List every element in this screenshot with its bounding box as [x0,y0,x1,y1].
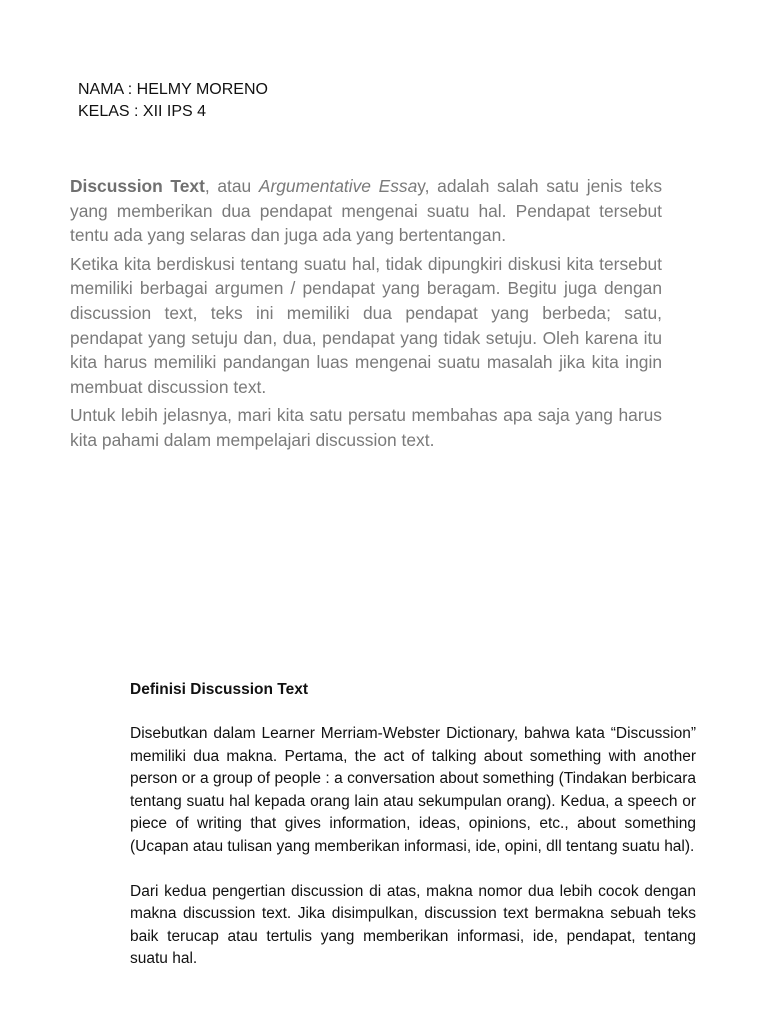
intro-section [70,174,662,457]
definition-title: Definisi Discussion Text [130,681,309,698]
intro-paragraph-2: Ketika kita berdiskusi tentang suatu hal, tidak dipungkiri diskusi kita tersebut memiliki berbagai argumen / pendapat yang beragam. Begitu juga dengan discussion text, teks ini memiliki dua pendapat yang berbeda; satu, pendapat yang setuju dan, dua, pendapat yang tidak setuju. Oleh karena itu kita harus memiliki pandangan luas mengenai suatu masalah jika kita ingin membuat discussion text. [70,253,662,397]
intro-paragraph-1 [70,174,662,248]
intro-p1-connector: , atau [204,176,259,196]
definition-section [130,679,696,993]
intro-p1-rest: y, adalah salah satu jenis teks yang memberikan dua pendapat mengenai suatu hal. Pendapat tersebut tentu ada yang selaras dan juga ada yang bertentangan. [70,176,663,246]
term-discussion-text: Discussion Text [70,176,205,196]
student-name: NAMA : HELMY MORENO [78,81,268,98]
student-header [78,79,268,123]
term-argumentative-essay: Argumentative Essa [258,176,418,196]
student-class: KELAS : XII IPS 4 [78,103,207,120]
intro-paragraph-3: Untuk lebih jelasnya, mari kita satu persatu membahas apa saja yang harus kita pahami dalam mempelajari discussion text. [70,405,662,450]
definition-paragraph-1: Disebutkan dalam Learner Merriam-Webster Dictionary, bahwa kata “Discussion” memiliki dua makna. Pertama, the act of talking about something with another person or a group of people : a conversation about something (Tindakan berbicara tentang suatu hal kepada orang lain atau sekumpulan orang). Kedua, a speech or piece of writing that gives information, ideas, opinions, etc., about something (Ucapan atau tulisan yang memberikan informasi, ide, opini, dll tentang suatu hal). [130,725,696,855]
definition-paragraph-2: Dari kedua pengertian discussion di atas, makna nomor dua lebih cocok dengan makna discussion text. Jika disimpulkan, discussion text bermakna sebuah teks baik terucap atau tertulis yang memberikan informasi, ide, pendapat, tentang suatu hal. [130,882,696,968]
